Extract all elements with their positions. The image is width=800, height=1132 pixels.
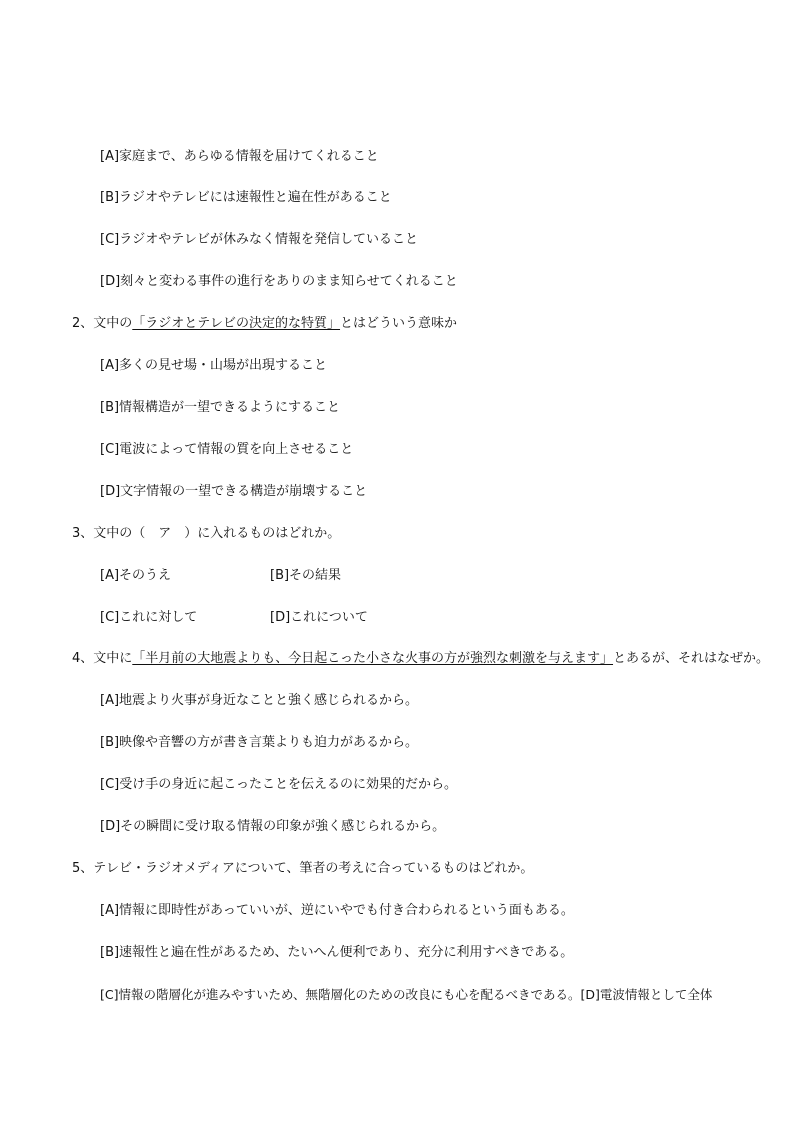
q3-option-d: [D]これについて (270, 610, 368, 625)
q5-question: 5、テレビ・ラジオメディアについて、筆者の考えに合っているものはどれか。 (72, 861, 534, 876)
q1-option-c: [C]ラジオやテレビが休みなく情報を発信していること (100, 232, 418, 247)
q2-option-a: [A]多くの見せ場・山場が出現すること (100, 358, 328, 373)
q4-option-c: [C]受け手の身近に起こったことを伝えるのに効果的だから。 (100, 777, 457, 792)
q5-option-a: [A]情報に即時性があっていいが、逆にいやでも付き合わられるという面もある。 (100, 903, 574, 918)
q3-option-c: [C]これに対して (100, 610, 198, 625)
q2-prefix: 2、文中の (72, 316, 133, 331)
q4-quote: 「半月前の大地震よりも、今日起こった小さな火事の方が強烈な刺激を与えます」 (132, 651, 614, 666)
q1-option-b: [B]ラジオやテレビには速報性と遍在性があること (100, 190, 392, 205)
q2-option-d: [D]文字情報の一望できる構造が崩壊すること (100, 484, 368, 499)
q4-option-a: [A]地震より火事が身近なことと強く感じられるから。 (100, 693, 419, 708)
q4-prefix: 4、文中に (72, 651, 133, 666)
q1-option-d: [D]刻々と変わる事件の進行をありのまま知らせてくれること (100, 274, 458, 289)
q2-suffix: とはどういう意味か (340, 316, 458, 331)
q2-option-c: [C]電波によって情報の質を向上させること (100, 442, 354, 457)
q2-option-b: [B]情報構造が一望できるようにすること (100, 400, 341, 415)
q4-question (72, 650, 769, 668)
q4-suffix: とあるが、それはなぜか。 (613, 651, 770, 666)
q5-option-b: [B]速報性と遍在性があるため、たいへん便利であり、充分に利用すべきである。 (100, 945, 574, 960)
q3-question: 3、文中の（ ア ）に入れるものはどれか。 (72, 526, 341, 541)
q5-option-c: [C]情報の階層化が進みやすいため、無階層化のための改良にも心を配るべきである。[D]電波情報として全体 (100, 987, 713, 1002)
q3-option-a: [A]そのうえ (100, 568, 172, 583)
q4-option-d: [D]その瞬間に受け取る情報の印象が強く感じられるから。 (100, 819, 446, 834)
q3-option-b: [B]その結果 (270, 568, 342, 583)
q2-quote: 「ラジオとテレビの決定的な特質」 (132, 316, 341, 331)
q2-question (72, 315, 457, 333)
q1-option-a: [A]家庭まで、あらゆる情報を届けてくれること (100, 149, 379, 164)
q4-option-b: [B]映像や音響の方が書き言葉よりも迫力があるから。 (100, 735, 419, 750)
